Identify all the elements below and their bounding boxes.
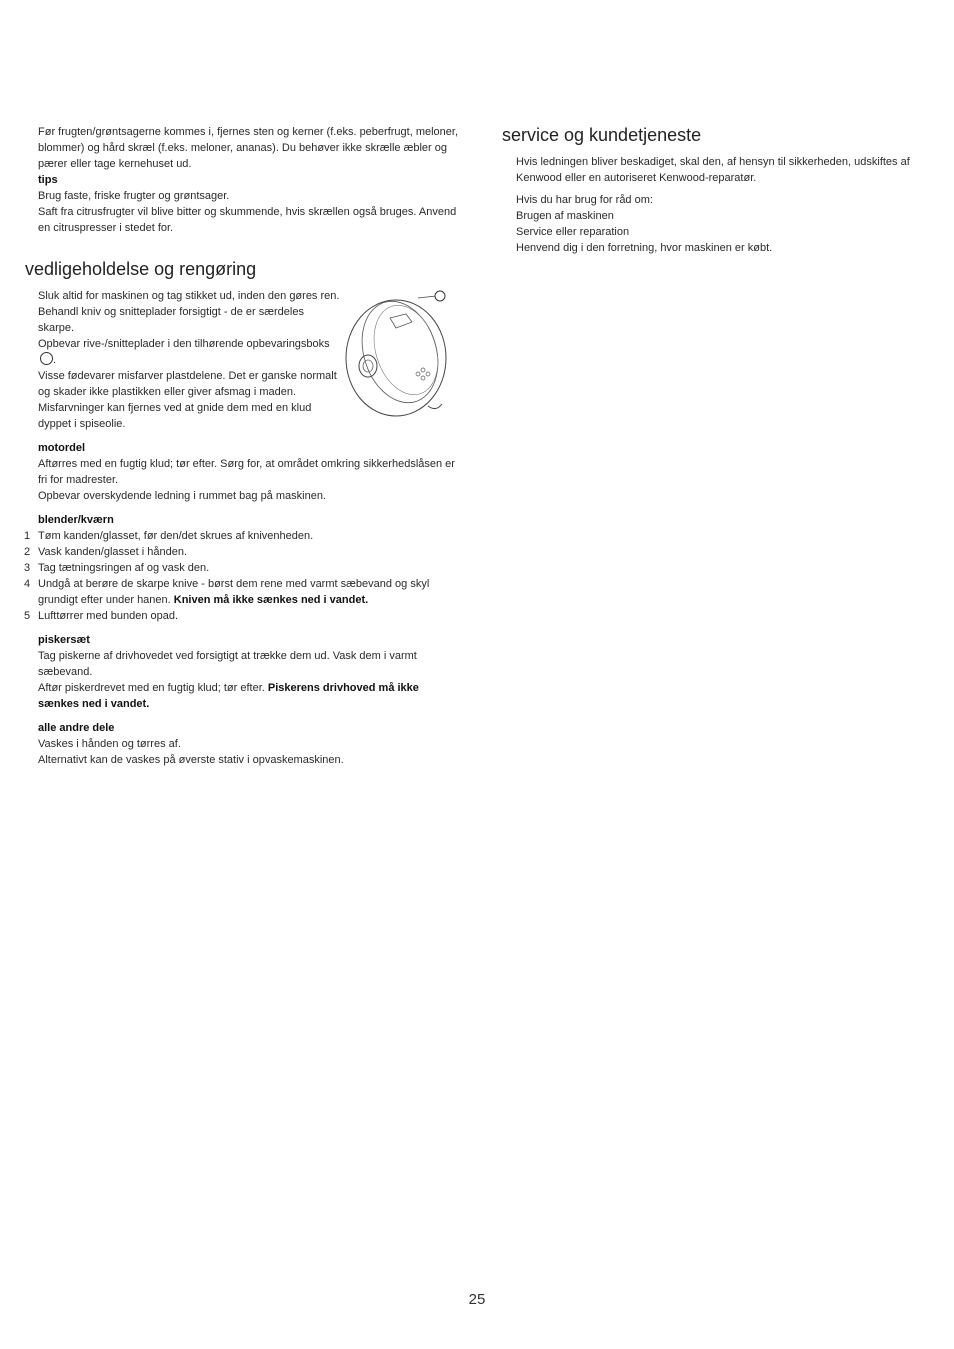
- right-column: [502, 124, 932, 256]
- page-number: 25: [468, 1291, 486, 1308]
- step-text: Tøm kanden/glasset, før den/det skrues af knivenheden.: [38, 530, 314, 542]
- care-p3: [38, 336, 343, 368]
- advice-item: Service eller reparation: [516, 226, 630, 238]
- step-warning: Kniven må ikke sænkes ned i vandet.: [173, 594, 369, 606]
- left-column: [24, 124, 459, 768]
- service-body: [502, 154, 932, 256]
- service-heading: service og kundetjeneste: [502, 125, 702, 145]
- blender-step: [24, 544, 458, 560]
- intro-paragraph: Før frugten/grøntsagerne kommes i, fjernes sten og kerner (f.eks. peberfrugt, meloner, blommer) og hård skræl (f.eks. meloner, ananas). Du behøver ikke skrælle æbler og pærer eller tage kernehuset ud.: [38, 126, 459, 170]
- care-p1: Sluk altid for maskinen og tag stikket ud, inden den gøres ren.: [38, 290, 340, 302]
- step-number: 3: [24, 562, 31, 574]
- motor-line-2: Opbevar overskydende ledning i rummet bag på maskinen.: [38, 490, 326, 502]
- other-line-2: Alternativt kan de vaskes på øverste stativ i opvaskemaskinen.: [38, 754, 344, 766]
- care-p4: Visse fødevarer misfarver plastdelene. Det er ganske normalt og skader ikke plastikken eller giver afsmag i maden. Misfarvninger kan fjernes ved at gnide dem med en klud dyppet i spiseolie.: [38, 370, 337, 430]
- motor-heading: motordel: [38, 442, 86, 454]
- blender-step: [24, 560, 458, 576]
- other-heading: alle andre dele: [38, 722, 115, 734]
- storage-box-callout-icon: [40, 352, 53, 365]
- step-number: 1: [24, 530, 31, 542]
- whisk-line-2: [38, 680, 458, 712]
- service-p3: Henvend dig i den forretning, hvor maskinen er købt.: [516, 242, 773, 254]
- blender-step: [24, 576, 458, 608]
- whisk-heading: piskersæt: [38, 634, 90, 646]
- step-number: 5: [24, 610, 31, 622]
- motor-line-1: Aftørres med en fugtig klud; tør efter. Sørg for, at området omkring sikkerhedslåsen er fri for madrester.: [38, 458, 455, 486]
- tip-1: Brug faste, friske frugter og grøntsager.: [38, 190, 230, 202]
- step-number: 4: [24, 578, 31, 590]
- care-heading: vedligeholdelse og rengøring: [25, 259, 257, 279]
- service-p1: Hvis ledningen bliver beskadiget, skal den, af hensyn til sikkerheden, udskiftes af Kenwood eller en autoriseret Kenwood-reparatør.: [516, 156, 910, 184]
- step-text: Lufttørrer med bunden opad.: [38, 610, 179, 622]
- blender-step: [24, 528, 458, 544]
- step-text: Tag tætningsringen af og vask den.: [38, 562, 210, 574]
- tip-2: Saft fra citrusfrugter vil blive bitter og skummende, hvis skrællen også bruges. Anvend en citruspresser i stedet for.: [38, 206, 457, 234]
- blender-heading: blender/kværn: [38, 514, 114, 526]
- care-p2: Behandl kniv og snitteplader forsigtigt - de er særdeles skarpe.: [38, 306, 304, 334]
- whisk-warning: Piskerens drivhoved må ikke sænkes ned i vandet.: [38, 682, 419, 710]
- advice-intro: Hvis du har brug for råd om:: [516, 194, 653, 206]
- whisk-line-1: Tag piskerne af drivhovedet ved forsigtigt at trække dem ud. Vask dem i varmt sæbevand.: [38, 650, 417, 678]
- care-intro-block: [38, 288, 343, 432]
- whisk-line-2-text: Aftør piskerdrevet med en fugtig klud; tør efter.: [38, 682, 268, 694]
- advice-item: Brugen af maskinen: [516, 210, 614, 222]
- storage-box-illustration: [340, 288, 450, 418]
- care-p3-text: Opbevar rive-/snitteplader i den tilhørende opbevaringsboks: [38, 338, 330, 350]
- step-number: 2: [24, 546, 31, 558]
- tips-heading: tips: [38, 174, 58, 186]
- step-text: Vask kanden/glasset i hånden.: [38, 546, 188, 558]
- blender-step: [24, 608, 458, 624]
- care-p3-end: .: [53, 354, 57, 366]
- step-text: Undgå at berøre de skarpe knive - børst dem rene med varmt sæbevand og skyl grundigt efter under hanen.: [38, 578, 430, 606]
- other-line-1: Vaskes i hånden og tørres af.: [38, 738, 181, 750]
